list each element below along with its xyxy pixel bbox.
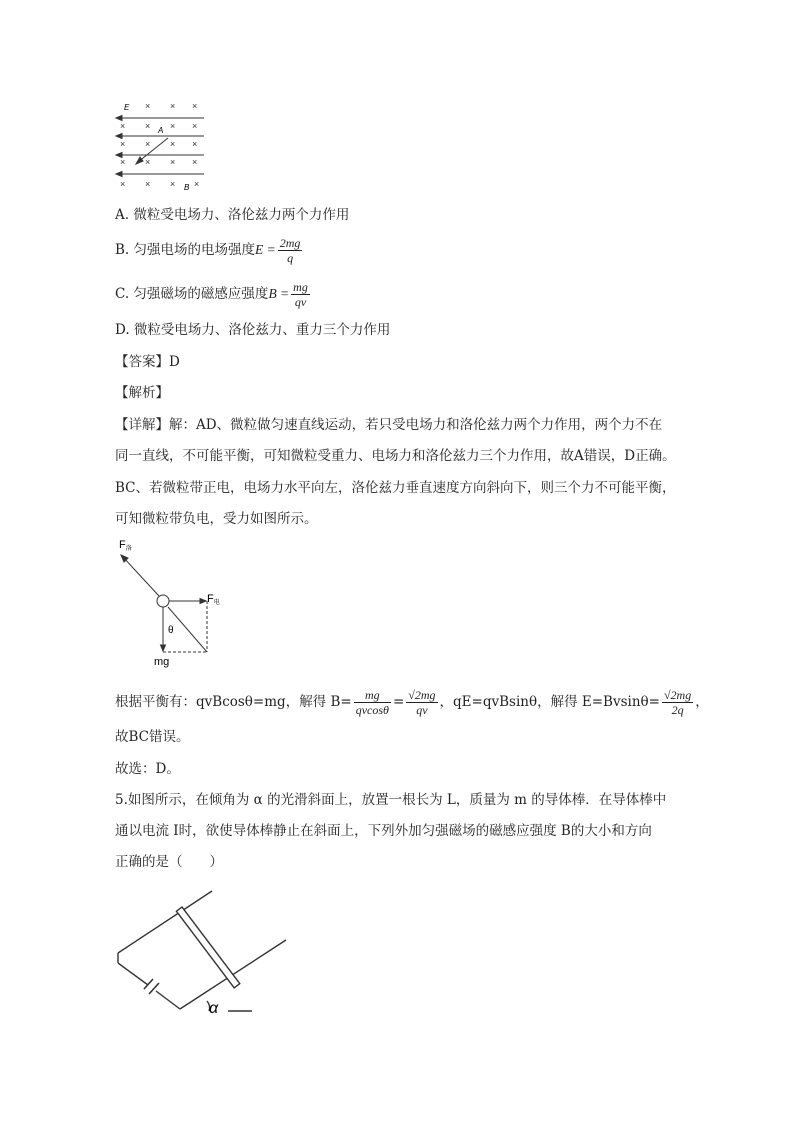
mg-label: mg: [154, 656, 170, 668]
battery-plate-1: [144, 979, 153, 989]
incline-diagram: [110, 885, 295, 1020]
fraction-3: [662, 688, 693, 717]
force-diagram: [112, 535, 232, 670]
balance-suffix: ，: [695, 694, 709, 710]
field-cross: ×: [170, 157, 176, 167]
label-A: A: [158, 126, 164, 135]
analysis-heading: 【解析】: [115, 385, 169, 401]
option-b-fraction: [278, 236, 303, 265]
field-cross: ×: [120, 139, 126, 149]
field-cross: ×: [192, 139, 198, 149]
field-cross: ×: [170, 121, 176, 131]
balance-prefix: 根据平衡有：qvBcosθ=mg，解得 B=: [115, 694, 352, 710]
option-c: [115, 280, 312, 309]
f-luo-arrow: [123, 557, 159, 596]
fraction-2: [406, 688, 437, 717]
field-diagram: [112, 98, 212, 194]
field-cross: ×: [145, 157, 151, 167]
option-a: A. 微粒受电场力、洛伦兹力两个力作用: [115, 207, 350, 223]
field-cross: ×: [145, 139, 151, 149]
question-5-line-3: 正确的是（ ）: [115, 854, 223, 870]
field-cross: ×: [120, 157, 126, 167]
option-d: D. 微粒受电场力、洛伦兹力、重力三个力作用: [115, 322, 391, 338]
particle: [157, 595, 169, 607]
balance-equation: [115, 688, 709, 717]
field-cross: ×: [192, 157, 198, 167]
fraction-denominator: qv: [416, 703, 428, 717]
answer: 【答案】D: [115, 354, 180, 370]
option-b-var: E =: [255, 242, 276, 257]
theta-label: θ: [168, 625, 174, 636]
fraction-numerator: √2mg: [408, 688, 436, 702]
conductor-rod: [176, 907, 239, 988]
velocity-arrow: [136, 138, 168, 164]
question-5-line-1: 5.如图所示，在倾角为 α 的光滑斜面上，放置一根长为 L，质量为 m 的导体棒．在导体棒中: [115, 792, 667, 808]
equals-sign: =: [392, 694, 405, 710]
balance-middle: ，qE=qvBsinθ，解得 E=Bvsinθ=: [439, 694, 660, 710]
field-cross: ×: [194, 179, 200, 189]
field-cross: ×: [145, 101, 151, 111]
fraction-denominator: qv: [294, 295, 307, 309]
fraction-denominator: 2q: [671, 703, 684, 717]
fraction-numerator: mg: [293, 280, 308, 294]
label-E: E: [124, 103, 130, 112]
field-cross: ×: [192, 121, 198, 131]
detail-line-1: 【详解】解：AD、微粒做匀速直线运动，若只受电场力和洛伦兹力两个力作用，两个力不在: [115, 417, 663, 433]
detail-line-4: 可知微粒带负电，受力如图所示。: [115, 511, 318, 527]
option-c-fraction: [291, 280, 310, 309]
fraction-numerator: 2mg: [279, 236, 301, 250]
f-e-label: F电: [207, 593, 220, 606]
bc-wrong: 故BC错误。: [115, 729, 190, 745]
option-c-var: B =: [268, 286, 290, 301]
fraction-numerator: mg: [354, 688, 391, 703]
choice: 故选：D。: [115, 761, 180, 777]
field-cross: ×: [192, 101, 198, 111]
fraction-denominator: qvcosθ: [355, 703, 389, 717]
field-cross: ×: [145, 121, 151, 131]
resultant-line: [168, 607, 207, 652]
fraction-numerator: √2mg: [663, 688, 692, 702]
detail-line-3: BC、若微粒带正电，电场力水平向左，洛伦兹力垂直速度方向斜向下，则三个力不可能平衡，: [115, 480, 676, 496]
fraction-denominator: q: [287, 251, 294, 265]
f-luo-label: F洛: [119, 539, 132, 552]
option-b: [115, 236, 304, 265]
field-cross: ×: [170, 139, 176, 149]
alpha-label: α: [209, 1000, 219, 1017]
field-cross: ×: [120, 179, 126, 189]
field-cross: ×: [170, 179, 176, 189]
field-cross: ×: [170, 101, 176, 111]
fraction-1: [354, 688, 391, 717]
upper-rail: [118, 891, 212, 953]
option-c-text: C. 匀强磁场的磁感应强度: [115, 286, 269, 302]
detail-line-2: 同一直线，不可能平衡，可知微粒受重力、电场力和洛伦兹力三个力作用，故A错误，D正确。: [115, 448, 676, 464]
field-cross: ×: [145, 179, 151, 189]
electric-field-lines: [116, 116, 204, 177]
label-B: B: [184, 183, 190, 192]
field-cross: ×: [120, 121, 126, 131]
option-b-text: B. 匀强电场的电场强度: [115, 242, 256, 258]
question-5-line-2: 通以电流 I时，欲使导体棒静止在斜面上，下列外加匀强磁场的磁感应强度 B的大小和方向: [115, 823, 652, 839]
